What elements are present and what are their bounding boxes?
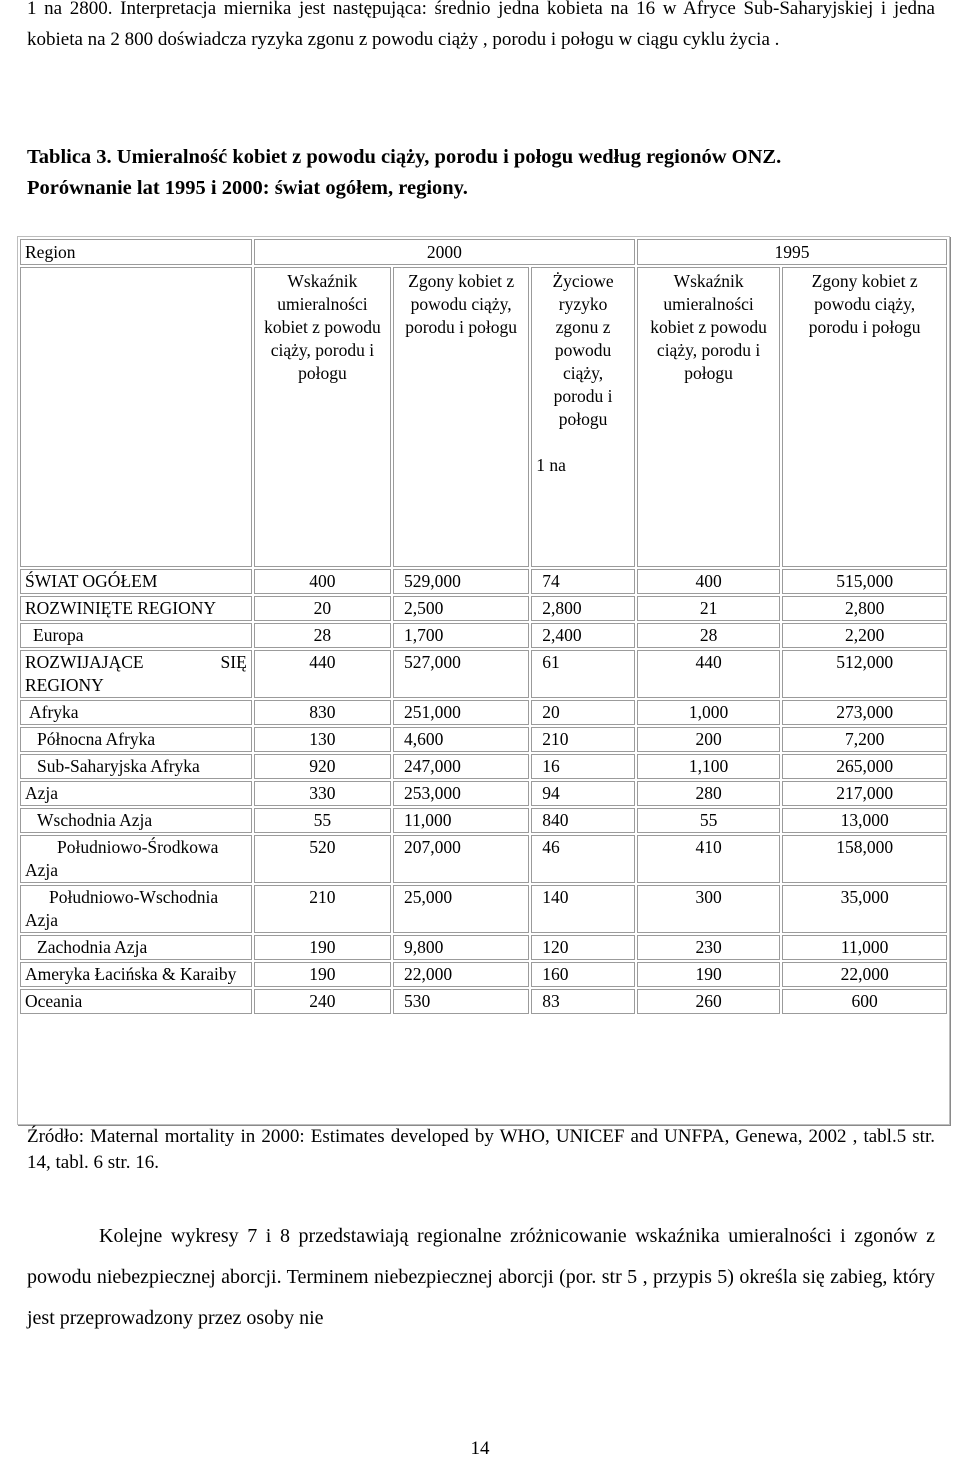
value-cell: 35,000 bbox=[782, 885, 947, 933]
table-row bbox=[20, 989, 947, 1014]
value-cell: 300 bbox=[637, 885, 780, 933]
year-1995-header: 1995 bbox=[637, 239, 947, 265]
region-name: Europa bbox=[20, 623, 252, 648]
lifetime-risk-label: Życiowe ryzyko zgonu z powodu ciąży, porodu i połogu bbox=[552, 271, 614, 429]
value-cell: 207,000 bbox=[393, 835, 529, 883]
table-row bbox=[20, 754, 947, 779]
table-row bbox=[20, 935, 947, 960]
region-header-blank bbox=[20, 267, 252, 567]
region-name: Afryka bbox=[20, 700, 252, 725]
region-name: Zachodnia Azja bbox=[20, 935, 252, 960]
value-cell: 46 bbox=[531, 835, 635, 883]
mortality-table-frame bbox=[17, 236, 950, 1125]
intro-paragraph: 1 na 2800. Interpretacja miernika jest następująca: średnio jedna kobieta na 16 w Afryce Sub-Saharyjskiej i jedna kobieta na 2 800 doświadcza ryzyka zgonu z powodu ciąży , porodu i połogu w ciągu cyklu życia . bbox=[27, 0, 935, 50]
value-cell: 920 bbox=[254, 754, 391, 779]
value-cell: 529,000 bbox=[393, 569, 529, 594]
mortality-table bbox=[18, 237, 949, 569]
value-cell: 20 bbox=[531, 700, 635, 725]
value-cell: 11,000 bbox=[393, 808, 529, 833]
value-cell: 120 bbox=[531, 935, 635, 960]
value-cell: 94 bbox=[531, 781, 635, 806]
table-caption bbox=[27, 142, 937, 204]
value-cell: 7,200 bbox=[782, 727, 947, 752]
value-cell: 16 bbox=[531, 754, 635, 779]
region-name: ŚWIAT OGÓŁEM bbox=[20, 569, 252, 594]
table-row bbox=[20, 808, 947, 833]
value-cell: 28 bbox=[637, 623, 780, 648]
caption-line-1: Tablica 3. Umieralność kobiet z powodu ciąży, porodu i połogu według regionów ONZ. bbox=[27, 146, 782, 168]
value-cell: 1,100 bbox=[637, 754, 780, 779]
value-cell: 2,200 bbox=[782, 623, 947, 648]
value-cell: 1,700 bbox=[393, 623, 529, 648]
value-cell: 130 bbox=[254, 727, 391, 752]
table-row bbox=[20, 650, 947, 698]
value-cell: 330 bbox=[254, 781, 391, 806]
col-header-1995-rate: Wskaźnik umieralności kobiet z powodu ciąży, porodu i połogu bbox=[637, 267, 780, 567]
col-header-2000-deaths: Zgony kobiet z powodu ciąży, porodu i połogu bbox=[393, 267, 529, 567]
value-cell: 440 bbox=[254, 650, 391, 698]
value-cell: 280 bbox=[637, 781, 780, 806]
value-cell: 55 bbox=[254, 808, 391, 833]
value-cell: 83 bbox=[531, 989, 635, 1014]
region-name: ROZWINIĘTE REGIONY bbox=[20, 596, 252, 621]
region-name: Południowo-Wschodnia Azja bbox=[20, 885, 252, 933]
value-cell: 512,000 bbox=[782, 650, 947, 698]
value-cell: 230 bbox=[637, 935, 780, 960]
value-cell: 21 bbox=[637, 596, 780, 621]
table-row bbox=[20, 700, 947, 725]
body-paragraph: Kolejne wykresy 7 i 8 przedstawiają regionalne zróżnicowanie wskaźnika umieralności i zgonów z powodu niebezpiecznej aborcji. Terminem niebezpiecznej aborcji (por. str 5 , przypis 5) określa się zabieg, który jest przeprowadzony przez osoby nie bbox=[27, 1225, 935, 1329]
value-cell: 265,000 bbox=[782, 754, 947, 779]
value-cell: 13,000 bbox=[782, 808, 947, 833]
value-cell: 530 bbox=[393, 989, 529, 1014]
table-source-note: Źródło: Maternal mortality in 2000: Estimates developed by WHO, UNICEF and UNFPA, Genewa, 2002 , tabl.5 str. 14, tabl. 6 str. 16. bbox=[27, 1126, 935, 1173]
region-name: Azja bbox=[20, 781, 252, 806]
region-name: ROZWIJAJĄCE SIĘ REGIONY bbox=[20, 650, 252, 698]
value-cell: 273,000 bbox=[782, 700, 947, 725]
value-cell: 520 bbox=[254, 835, 391, 883]
region-name: Wschodnia Azja bbox=[20, 808, 252, 833]
region-header: Region bbox=[20, 239, 252, 265]
value-cell: 440 bbox=[637, 650, 780, 698]
table-row bbox=[20, 569, 947, 594]
value-cell: 210 bbox=[531, 727, 635, 752]
value-cell: 25,000 bbox=[393, 885, 529, 933]
value-cell: 55 bbox=[637, 808, 780, 833]
page-number: 14 bbox=[470, 1438, 490, 1459]
value-cell: 200 bbox=[637, 727, 780, 752]
value-cell: 400 bbox=[637, 569, 780, 594]
region-name: Południowo-Środkowa Azja bbox=[20, 835, 252, 883]
value-cell: 4,600 bbox=[393, 727, 529, 752]
caption-line-2: Porównanie lat 1995 i 2000: świat ogółem, regiony. bbox=[27, 177, 468, 199]
value-cell: 260 bbox=[637, 989, 780, 1014]
value-cell: 600 bbox=[782, 989, 947, 1014]
region-name: Oceania bbox=[20, 989, 252, 1014]
table-row bbox=[20, 596, 947, 621]
value-cell: 247,000 bbox=[393, 754, 529, 779]
value-cell: 240 bbox=[254, 989, 391, 1014]
value-cell: 158,000 bbox=[782, 835, 947, 883]
value-cell: 253,000 bbox=[393, 781, 529, 806]
table-row bbox=[20, 835, 947, 883]
lifetime-risk-suffix: 1 na bbox=[536, 455, 566, 475]
value-cell: 210 bbox=[254, 885, 391, 933]
col-header-2000-rate: Wskaźnik umieralności kobiet z powodu ciąży, porodu i połogu bbox=[254, 267, 391, 567]
value-cell: 190 bbox=[254, 962, 391, 987]
year-2000-header: 2000 bbox=[254, 239, 635, 265]
region-name: Sub-Saharyjska Afryka bbox=[20, 754, 252, 779]
region-name: Północna Afryka bbox=[20, 727, 252, 752]
value-cell: 160 bbox=[531, 962, 635, 987]
mortality-table-body bbox=[18, 567, 949, 1016]
table-row bbox=[20, 623, 947, 648]
value-cell: 2,800 bbox=[782, 596, 947, 621]
table-row bbox=[20, 727, 947, 752]
value-cell: 217,000 bbox=[782, 781, 947, 806]
value-cell: 9,800 bbox=[393, 935, 529, 960]
table-row bbox=[20, 962, 947, 987]
region-name: Ameryka Łacińska & Karaiby bbox=[20, 962, 252, 987]
value-cell: 28 bbox=[254, 623, 391, 648]
value-cell: 400 bbox=[254, 569, 391, 594]
col-header-1995-deaths: Zgony kobiet z powodu ciąży, porodu i połogu bbox=[782, 267, 947, 567]
value-cell: 190 bbox=[637, 962, 780, 987]
value-cell: 190 bbox=[254, 935, 391, 960]
col-header-2000-lifetime-risk bbox=[531, 267, 635, 567]
value-cell: 2,400 bbox=[531, 623, 635, 648]
value-cell: 2,800 bbox=[531, 596, 635, 621]
value-cell: 20 bbox=[254, 596, 391, 621]
value-cell: 830 bbox=[254, 700, 391, 725]
value-cell: 2,500 bbox=[393, 596, 529, 621]
value-cell: 11,000 bbox=[782, 935, 947, 960]
header-row-columns bbox=[20, 267, 947, 567]
value-cell: 410 bbox=[637, 835, 780, 883]
table-row bbox=[20, 781, 947, 806]
value-cell: 140 bbox=[531, 885, 635, 933]
value-cell: 527,000 bbox=[393, 650, 529, 698]
value-cell: 251,000 bbox=[393, 700, 529, 725]
value-cell: 515,000 bbox=[782, 569, 947, 594]
value-cell: 1,000 bbox=[637, 700, 780, 725]
value-cell: 74 bbox=[531, 569, 635, 594]
value-cell: 22,000 bbox=[782, 962, 947, 987]
value-cell: 22,000 bbox=[393, 962, 529, 987]
header-row-years bbox=[20, 239, 947, 265]
value-cell: 61 bbox=[531, 650, 635, 698]
value-cell: 840 bbox=[531, 808, 635, 833]
table-row bbox=[20, 885, 947, 933]
